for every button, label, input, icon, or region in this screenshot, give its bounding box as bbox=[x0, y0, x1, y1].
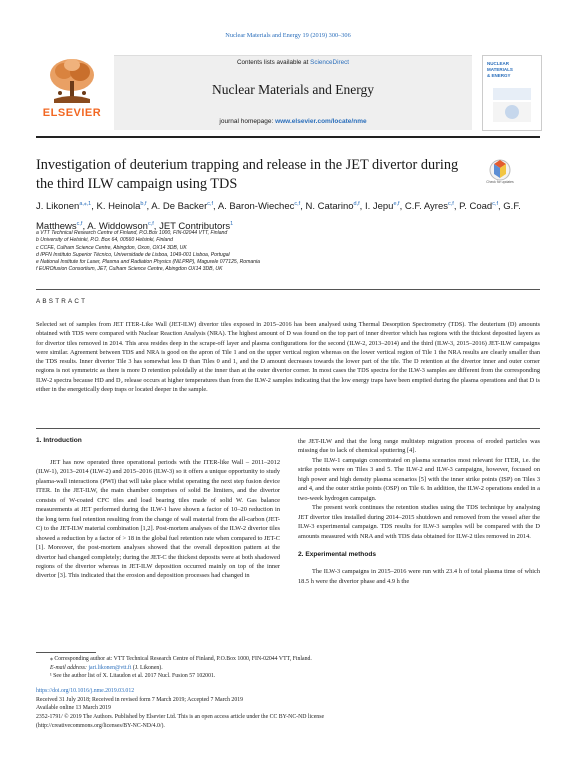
body-paragraph: The ILW-3 campaigns in 2015–2016 were run with 23.4 h of total plasma time of which 18.5 h were the divertor phase and 4.9 h the bbox=[298, 568, 540, 585]
homepage-prefix: journal homepage: bbox=[219, 118, 276, 125]
author-affil-marker[interactable]: 1 bbox=[230, 220, 234, 227]
author-name[interactable]: JET Contributors bbox=[159, 220, 231, 232]
email-label: E-mail address: bbox=[50, 664, 89, 671]
journal-reference[interactable]: Nuclear Materials and Energy 19 (2019) 300–306 bbox=[225, 32, 351, 39]
affiliation-item: d IPFN Instituto Superior Técnico, Universidade de Lisboa, 1049-001 Lisboa, Portugal bbox=[36, 251, 230, 258]
header-rule bbox=[36, 136, 540, 138]
author-affil-marker[interactable]: e,f bbox=[393, 201, 400, 207]
methods-heading: 2. Experimental methods bbox=[298, 550, 377, 558]
footnotes bbox=[36, 655, 540, 681]
affiliation-item: f EUROfusion Consortium, JET, Culham Science Centre, Abingdon OX14 3DB, UK bbox=[36, 266, 223, 273]
author-affil-marker[interactable]: c,f bbox=[147, 220, 154, 227]
right-column bbox=[298, 437, 540, 586]
email-link[interactable]: jari.likonen@vtt.fi bbox=[88, 664, 132, 671]
section-rule bbox=[36, 289, 540, 290]
affiliation-item: c CCFE, Culham Science Centre, Abingdon, Oxon, OX14 3DB, UK bbox=[36, 244, 187, 251]
author-name[interactable]: J. Likonen bbox=[36, 201, 80, 213]
affiliation-item: a VTT Technical Research Centre of Finland, P.O.Box 1000, FIN-02044 VTT, Finland bbox=[36, 230, 228, 236]
journal-header bbox=[36, 55, 540, 133]
section-rule bbox=[36, 428, 540, 429]
author-name[interactable]: K. Heinola bbox=[96, 201, 141, 213]
doi-link[interactable]: https://doi.org/10.1016/j.nme.2019.03.012 bbox=[36, 688, 135, 694]
left-column bbox=[36, 458, 280, 581]
affiliation-list bbox=[36, 230, 540, 274]
author-name[interactable]: I. Jepu bbox=[364, 201, 394, 213]
corresponding-author-note: ⁎ Corresponding author at: VTT Technical Research Centre of Finland, P.O.Box 1000, FIN-02044 VTT, Finland. bbox=[50, 656, 312, 662]
license-text: 2352-1791/ © 2019 The Authors. Published by Elsevier Ltd. This is an open access article under the CC BY-NC-ND license bbox=[36, 714, 325, 721]
homepage-link[interactable]: www.elsevier.com/locate/nme bbox=[275, 118, 367, 125]
contents-line bbox=[114, 59, 472, 66]
author-affil-marker[interactable]: c,f bbox=[76, 220, 83, 227]
journal-banner bbox=[114, 55, 472, 130]
author-affil-marker[interactable]: c,f bbox=[448, 201, 454, 207]
author-affil-marker[interactable]: c,f bbox=[294, 201, 301, 207]
abstract-text: Selected set of samples from JET ITER-Like Wall (JET-ILW) divertor tiles exposed in 2015–2016 has been analysed using Thermal Desorption Spectrometry (TDS). The deuterium (D) amounts obtained with TDS were compared with Nuclear Reaction Analysis (NRA). The highest amount of D was found on the top part of inner divertor which has regions with the thickest deposited layers as for divertor tiles removed in 2014. This area resides deep in the scrape-off layer and plasma configurations for the second (ILW-2, 2013–2014) and the third (ILW-3, 2015–2016) JET-ILW campaigns were similar. Agreement between TDS and NRA is good on the apron of Tile 1 and on the upper vertical region whereas on the lower vertical region of Tile 1 the NRA results are clearly smaller than the TDS results. Inner divertor Tile 3 has somewhat less D than Tiles 0 and 1, and the D amount decreases towards the lower part of the tile. The D retention at the divertor inner and outer corner regions is not symmetric as there is more D retention poloidally at the inner than at the outer divertor corner. In most cases the TDS spectra for the ILW-3 samples are different from the corresponding ILW-2 spectra because HD and D₂ release occurs at higher temperatures than from the ILW-2 samples indicating that the low energy traps have been emptied during the plasma operations and that D is either in the energetically deep traps or located deeper in the sample. bbox=[36, 321, 540, 394]
author-name[interactable]: P. Coad bbox=[459, 201, 493, 213]
author-name[interactable]: C.F. Ayres bbox=[404, 201, 448, 213]
footnote-rule bbox=[36, 652, 96, 653]
body-paragraph: The present work continues the retention studies using the TDS technique by analysing JET divertor tiles installed during 2014–2015 shutdown and removed from the vessel after the ILW-3 experimental campaign. TDS results for ILW-3 samples will be compared with the D amounts measured with NRA and with TDS data obtained for ILW-2 tiles removed in 2014. bbox=[298, 504, 540, 540]
elsevier-logo[interactable] bbox=[36, 55, 108, 129]
received-dates: Received 31 July 2018; Received in revised form 7 March 2019; Accepted 7 March 2019 bbox=[36, 696, 244, 703]
author-name[interactable]: N. Catarino bbox=[305, 201, 354, 213]
publisher-name: ELSEVIER bbox=[42, 107, 102, 119]
abstract-heading: ABSTRACT bbox=[36, 298, 88, 305]
journal-title: Nuclear Materials and Energy bbox=[211, 82, 375, 97]
author-affil-marker[interactable]: c,f bbox=[492, 201, 499, 207]
email-suffix: (J. Likonen). bbox=[131, 664, 163, 671]
affiliation-item: e National Institute for Laser, Plasma and Radiation Physics (NILPRP), Magurele 077125, Romania bbox=[36, 259, 260, 266]
affiliation-item: b University of Helsinki, P.O. Box 64, 00560 Helsinki, Finland bbox=[36, 237, 173, 244]
email-note bbox=[36, 664, 540, 673]
crossmark-badge[interactable] bbox=[486, 158, 514, 190]
article-footer bbox=[36, 687, 540, 731]
available-date: Available online 13 March 2019 bbox=[36, 705, 111, 712]
cover-title-line: MATERIALS bbox=[487, 67, 513, 72]
author-list: J. Likonen$^{a,⁎,1}$, K. Heinola$^{b,f}$, A. De Backer$^{c,f}$, A. Baron-Wiechec$^{c,f}$, N. Catarino$^{d,f}$, I. Jepu$^{e,f}$, C.F. Ayres$^{c,f}$, P. Coad$^{c,f}$, G.F. Matthews$^{c,f}$, A. Widdowson$^{c,f}$, JET Contributors$^1$ bbox=[36, 201, 521, 232]
author-affil-marker[interactable]: b,f bbox=[140, 201, 147, 207]
license-url[interactable]: (http://creativecommons.org/licenses/BY-NC-ND/4.0/). bbox=[36, 722, 165, 729]
journal-cover-thumbnail[interactable] bbox=[482, 55, 542, 131]
author-affil-marker[interactable]: a,⁎,1 bbox=[79, 201, 92, 207]
cover-title-line: NUCLEAR bbox=[487, 61, 509, 66]
elsevier-tree-icon bbox=[46, 57, 98, 103]
cover-title-line: & ENERGY bbox=[487, 73, 511, 78]
author-name[interactable]: A. Baron-Wiechec bbox=[217, 201, 295, 213]
body-paragraph: JET has now operated three operational periods with the ITER-like Wall – 2011–2012 (ILW-1), 2013–2014 (ILW-2) and 2015–2016 (ILW-3) so it offers a unique opportunity to study plasma-wall interactions (PWI) that will take place whilst operating the next step fusion device ITER. In the JET-ILW, the main chamber comprises of solid Be limiters, and the divertor consists of W-coated CFC tiles and load bearing tiles made of solid W. Gas balance measurements at JET performed during the ILW-1 have shown a factor of 10–20 reduction in the long term fuel retention resulting from the change of wall material from the all-carbon (JET-C) to the JET-ILW material combination [1,2]. Post-mortem analyses of the ILW-2 divertor tiles showed a reduction by a factor of > 18 in the global fuel retention rate when compared to JET-C [1]. Moreover, the post-mortem analyses showed that the overall deposition pattern at the divertor had changed completely; during the JET-C the thickest deposits were at both shadowed regions of the divertor whereas in JET-ILW deposition occurred mainly on top of the inner divertor [3]. This indicated that the erosion and deposition processes had changed in bbox=[36, 459, 280, 580]
article-title: Investigation of deuterium trapping and release in the JET divertor during the third ILW campaign using TDS bbox=[36, 157, 459, 192]
body-paragraph: The ILW-1 campaign concentrated on plasma scenarios most relevant for ITER, i.e. the strike points were on Tiles 3 and 5. The ILW-2 and ILW-3 campaigns, however, focused on high power and high density plasma scenarios [5] with the inner strike points (ISP) on Tiles 3 and 4, and the outer strike points (OSP) on Tile 6. In addition, the ILW-2 operations ended in a two-week hydrogen campaign. bbox=[298, 456, 540, 502]
author-affil-marker[interactable]: c,f bbox=[207, 201, 214, 207]
author-name[interactable]: A. Widdowson bbox=[87, 220, 148, 232]
homepage-line bbox=[114, 118, 472, 125]
intro-heading: 1. Introduction bbox=[36, 437, 82, 444]
author-name[interactable]: A. De Backer bbox=[151, 201, 208, 213]
crossmark-label: Check for updates bbox=[486, 180, 514, 184]
sciencedirect-link[interactable]: ScienceDirect bbox=[310, 59, 349, 66]
contents-prefix: Contents lists available at bbox=[236, 59, 311, 66]
crossmark-icon bbox=[486, 158, 514, 182]
cover-graphic-icon bbox=[491, 86, 533, 124]
author-name[interactable]: G.F. Matthews bbox=[36, 201, 521, 232]
body-paragraph: the JET-ILW and that the long range multistep migration process of eroded particles was missing due to lack of chemical sputtering [4]. bbox=[298, 438, 540, 455]
author-affil-marker[interactable]: d,f bbox=[353, 201, 360, 207]
author-list-note: ¹ See the author list of X. Litaudon et al. 2017 Nucl. Fusion 57 102001. bbox=[50, 673, 216, 680]
